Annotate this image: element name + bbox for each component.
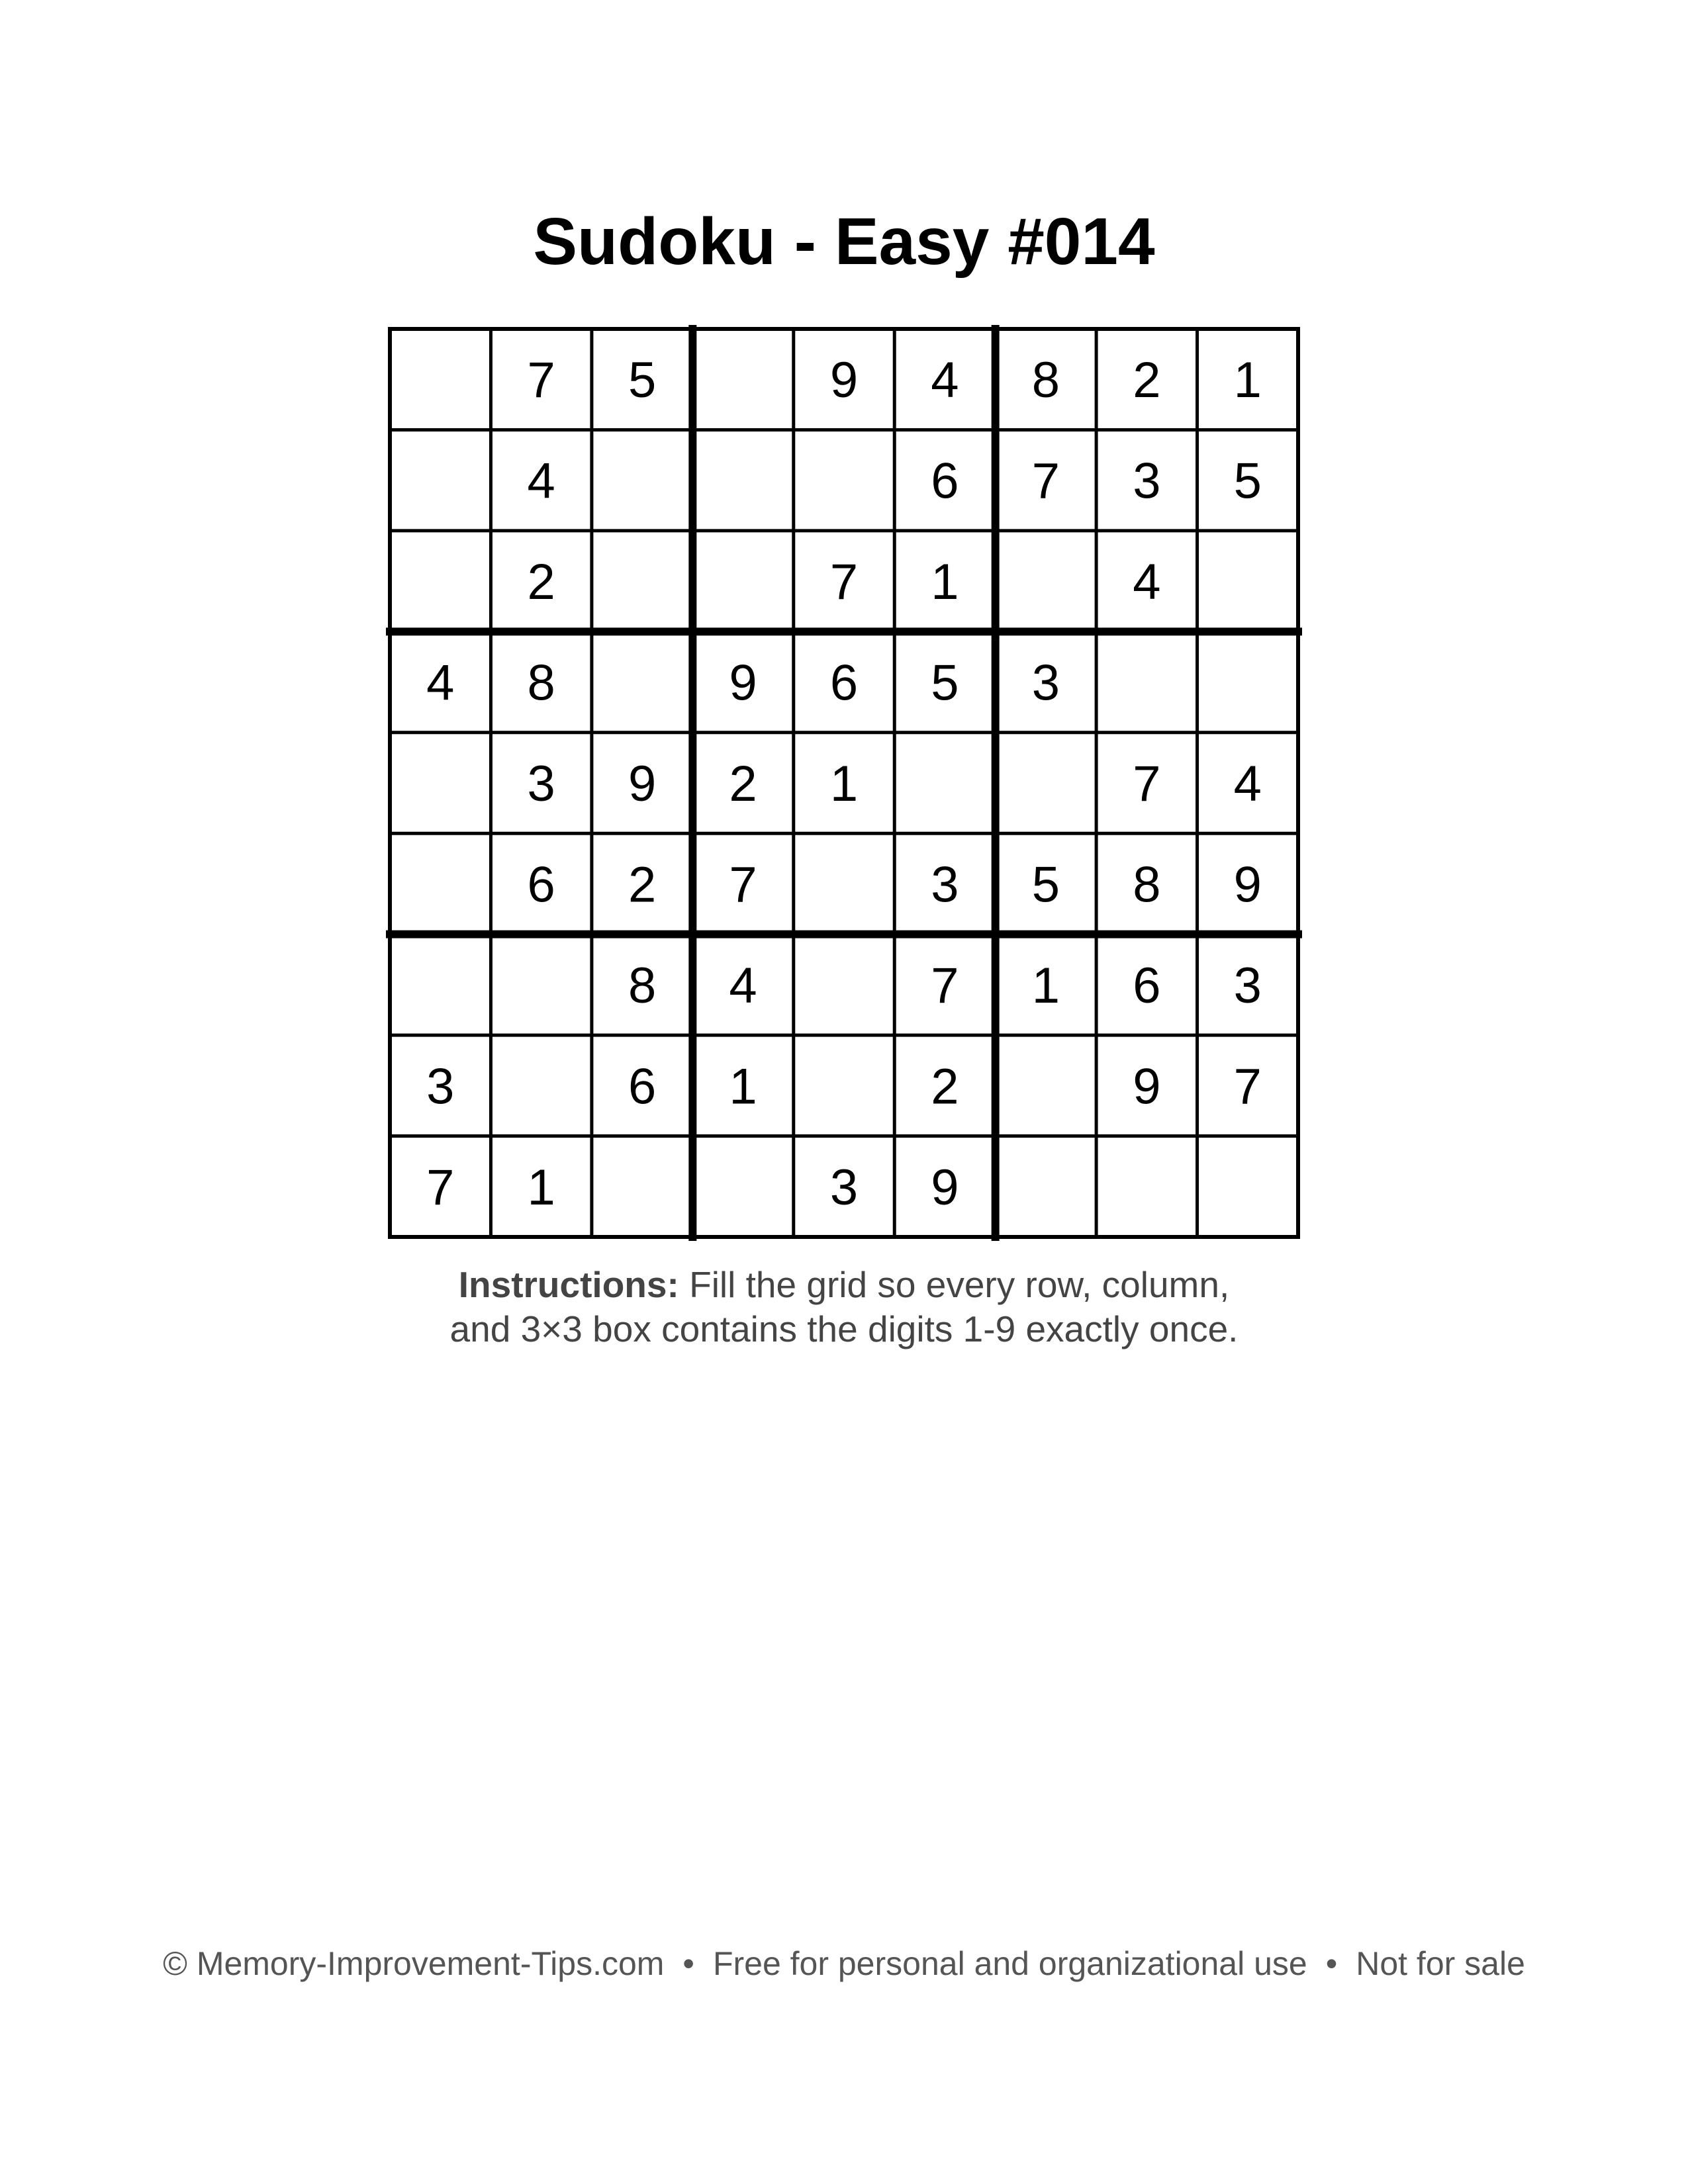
- given-digit: 6: [1133, 957, 1161, 1014]
- sudoku-grid[interactable]: [386, 325, 1302, 1241]
- given-digit: 3: [829, 1159, 859, 1216]
- grid-cell-r2-c1[interactable]: [390, 430, 491, 530]
- instructions: [0, 1263, 1688, 1351]
- grid-cell-r3-c1[interactable]: [390, 531, 491, 631]
- given-digit: 9: [931, 1159, 959, 1216]
- given-digit: 7: [1233, 1058, 1262, 1115]
- given-digit: 1: [829, 756, 859, 812]
- given-digit: 3: [1233, 957, 1262, 1014]
- given-digit: 7: [527, 352, 555, 409]
- given-digit: 3: [1133, 453, 1161, 510]
- given-digit: 5: [628, 352, 657, 409]
- given-digit: 3: [931, 856, 959, 913]
- given-digit: 6: [527, 856, 555, 913]
- grid-cell-r4-c9[interactable]: [1197, 631, 1298, 732]
- given-digit: 2: [931, 1058, 959, 1115]
- instructions-text-2: and 3×3 box contains the digits 1-9 exactly once.: [449, 1308, 1239, 1349]
- instructions-label: Instructions:: [458, 1264, 679, 1305]
- grid-cell-r2-c3[interactable]: [592, 430, 692, 530]
- given-digit: 3: [426, 1058, 455, 1115]
- footer-separator: •: [1325, 1945, 1338, 1982]
- given-digit: 3: [1031, 655, 1060, 711]
- given-digit: 1: [729, 1058, 757, 1115]
- grid-cell-r5-c1[interactable]: [390, 733, 491, 833]
- grid-cell-r4-c3[interactable]: [592, 631, 692, 732]
- footer: [0, 1942, 1688, 1985]
- grid-cell-r5-c7[interactable]: [996, 733, 1096, 833]
- grid-cell-r5-c6[interactable]: [894, 733, 995, 833]
- footer-copyright: © Memory-Improvement-Tips.com: [163, 1945, 665, 1982]
- given-digit: 7: [729, 856, 757, 913]
- given-digit: 6: [931, 453, 959, 510]
- puzzle-title: Sudoku - Easy #014: [533, 205, 1155, 279]
- given-digit: 4: [426, 655, 455, 711]
- given-digit: 4: [1133, 554, 1161, 611]
- given-digit: 9: [1133, 1058, 1161, 1115]
- given-digit: 4: [1233, 756, 1262, 812]
- given-digit: 8: [1133, 856, 1161, 913]
- footer-not-for-sale: Not for sale: [1356, 1945, 1525, 1982]
- grid-cell-r8-c2[interactable]: [491, 1035, 591, 1136]
- given-digit: 1: [1031, 957, 1060, 1014]
- grid-cell-r2-c5[interactable]: [794, 430, 894, 530]
- given-digit: 4: [931, 352, 959, 409]
- given-digit: 1: [931, 554, 959, 611]
- grid-cell-r3-c3[interactable]: [592, 531, 692, 631]
- grid-cell-r3-c7[interactable]: [996, 531, 1096, 631]
- grid-cell-r6-c5[interactable]: [794, 833, 894, 934]
- grid-cell-r2-c4[interactable]: [692, 430, 793, 530]
- given-digit: 5: [1031, 856, 1060, 913]
- grid-cell-r6-c1[interactable]: [390, 833, 491, 934]
- grid-cell-r9-c3[interactable]: [592, 1136, 692, 1237]
- grid-cell-r1-c1[interactable]: [390, 329, 491, 430]
- given-digit: 7: [829, 554, 859, 611]
- grid-cell-r4-c8[interactable]: [1096, 631, 1197, 732]
- given-digit: 8: [628, 957, 657, 1014]
- grid-cell-r9-c9[interactable]: [1197, 1136, 1298, 1237]
- grid-cell-r3-c4[interactable]: [692, 531, 793, 631]
- footer-separator: •: [682, 1945, 694, 1982]
- given-digit: 1: [527, 1159, 555, 1216]
- given-digit: 6: [829, 655, 859, 711]
- given-digit: 9: [729, 655, 757, 711]
- given-digit: 8: [527, 655, 555, 711]
- grid-cell-r7-c5[interactable]: [794, 934, 894, 1035]
- grid-cell-r7-c1[interactable]: [390, 934, 491, 1035]
- given-digit: 3: [527, 756, 555, 812]
- given-digit: 4: [527, 453, 555, 510]
- given-digit: 5: [1233, 453, 1262, 510]
- given-digit: 9: [1233, 856, 1262, 913]
- given-digit: 1: [1233, 352, 1262, 409]
- given-digit: 7: [931, 957, 959, 1014]
- given-digit: 7: [1031, 453, 1060, 510]
- given-digit: 2: [527, 554, 555, 611]
- given-digit: 6: [628, 1058, 657, 1115]
- given-digit: 2: [628, 856, 657, 913]
- grid-cell-r1-c4[interactable]: [692, 329, 793, 430]
- grid-cell-r9-c4[interactable]: [692, 1136, 793, 1237]
- grid-cell-r8-c7[interactable]: [996, 1035, 1096, 1136]
- given-digit: 2: [729, 756, 757, 812]
- grid-cell-r9-c8[interactable]: [1096, 1136, 1197, 1237]
- instructions-line-1: [0, 1263, 1688, 1307]
- given-digit: 2: [1133, 352, 1161, 409]
- given-digit: 8: [1031, 352, 1060, 409]
- given-digit: 5: [931, 655, 959, 711]
- instructions-text-1: Fill the grid so every row, column,: [689, 1264, 1230, 1305]
- given-digit: 4: [729, 957, 757, 1014]
- grid-cell-r9-c7[interactable]: [996, 1136, 1096, 1237]
- given-digit: 9: [829, 352, 859, 409]
- grid-cell-r3-c9[interactable]: [1197, 531, 1298, 631]
- given-digit: 7: [426, 1159, 455, 1216]
- given-digit: 9: [628, 756, 657, 812]
- grid-cell-r8-c5[interactable]: [794, 1035, 894, 1136]
- given-digit: 7: [1133, 756, 1161, 812]
- footer-usage: Free for personal and organizational use: [712, 1945, 1307, 1982]
- grid-cell-r7-c2[interactable]: [491, 934, 591, 1035]
